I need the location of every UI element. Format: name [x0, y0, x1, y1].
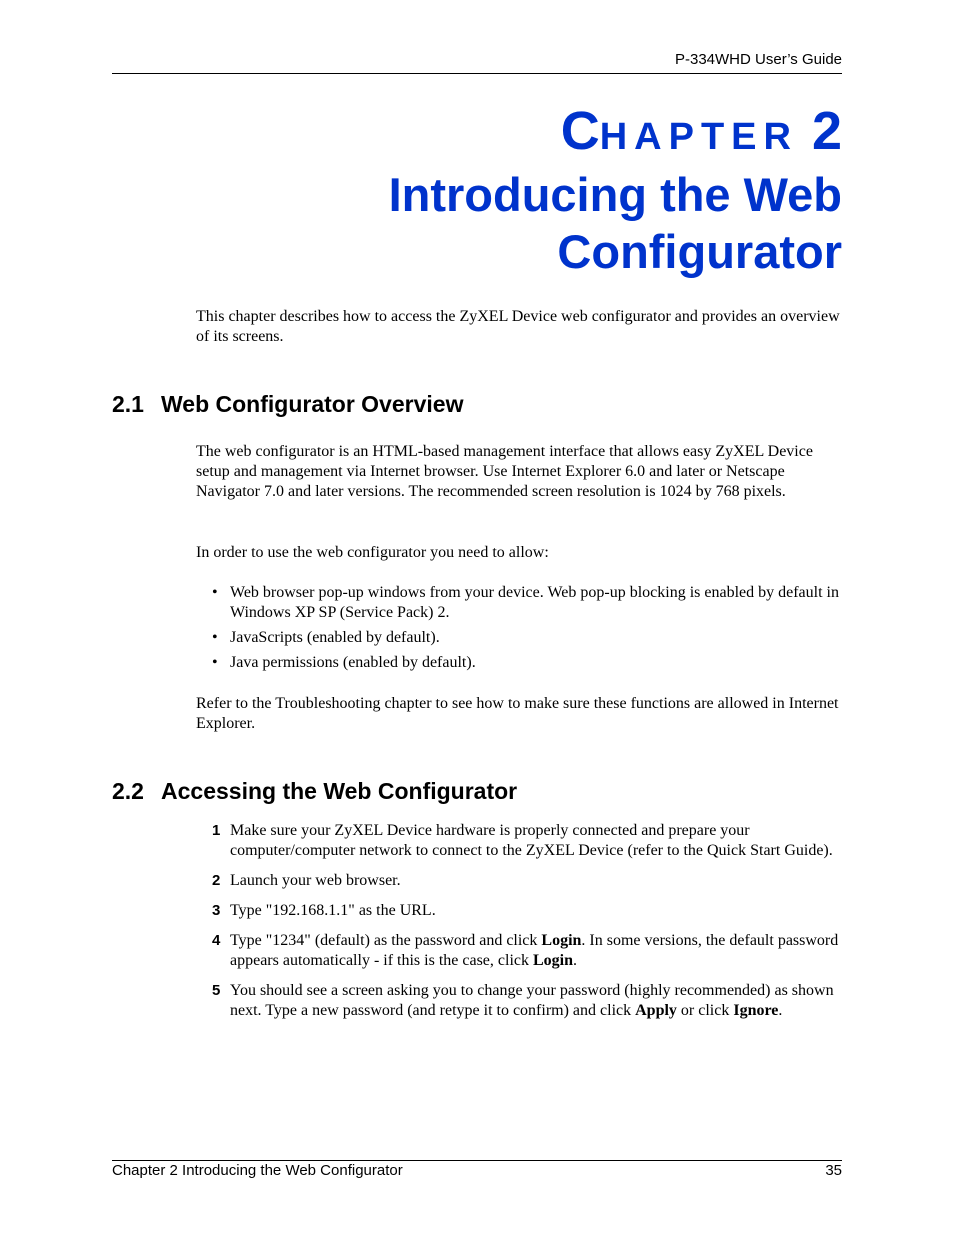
list-item: [196, 628, 842, 648]
bullet-marker: •: [212, 654, 218, 671]
step-text: . In some versions, the default password appears automatically - if this is the case, click: [230, 932, 839, 969]
running-header: P-334WHD User’s Guide: [675, 51, 842, 68]
section-title: Web Configurator Overview: [161, 391, 464, 417]
step-text: Launch your web browser.: [230, 872, 401, 889]
step-number: 2: [212, 872, 221, 889]
steps-list: [196, 821, 842, 1031]
bullet-marker: •: [212, 629, 218, 646]
list-item-text: JavaScripts (enabled by default).: [230, 629, 440, 646]
step-ui-term: Apply: [635, 1002, 677, 1019]
step-item: [196, 901, 842, 921]
section1-paragraph-3: Refer to the Troubleshooting chapter to see how to make sure these functions are allowed in Internet Explorer.: [196, 695, 839, 732]
step-text: Type "1234" (default) as the password and click: [230, 932, 542, 949]
step-ui-term: Login: [533, 952, 574, 969]
header-rule: [112, 73, 842, 74]
step-number: 1: [212, 822, 221, 839]
section-number: 2.2: [112, 778, 144, 804]
chapter-number: 2: [811, 101, 842, 161]
list-item: [196, 653, 842, 673]
chapter-title: [142, 166, 842, 280]
requirements-list: [196, 583, 842, 678]
step-text: .: [573, 952, 578, 969]
step-number: 4: [212, 932, 221, 949]
chapter-title-line2: Configurator: [557, 225, 842, 278]
running-footer: Chapter 2 Introducing the Web Configurator: [112, 1162, 403, 1179]
step-item: [196, 981, 842, 1021]
section-heading-2-2: [112, 777, 517, 805]
step-text: Make sure your ZyXEL Device hardware is properly connected and prepare your computer/computer network to connect to the ZyXEL Device (refer to the Quick Start Guide).: [230, 822, 833, 859]
step-text: .: [778, 1002, 783, 1019]
chapter-label-initial: C: [560, 101, 600, 161]
step-item: [196, 931, 842, 971]
step-ui-term: Login: [541, 932, 582, 949]
chapter-label-rest: HAPTER: [599, 116, 798, 158]
intro-paragraph: This chapter describes how to access the ZyXEL Device web configurator and provides an overview of its screens.: [196, 308, 840, 345]
section1-paragraph-2: In order to use the web configurator you need to allow:: [196, 544, 549, 561]
step-item: [196, 871, 842, 891]
step-text: or click: [676, 1002, 734, 1019]
section-number: 2.1: [112, 391, 144, 417]
chapter-title-line1: Introducing the Web: [388, 168, 842, 221]
bullet-marker: •: [212, 584, 218, 601]
list-item-text: Web browser pop-up windows from your device. Web pop-up blocking is enabled by default in Windows XP SP (Service Pack) 2.: [230, 584, 839, 621]
step-text: You should see a screen asking you to change your password (highly recommended) as shown next. Type a new password (and retype it to confirm) and click: [230, 982, 834, 1019]
chapter-label: [561, 98, 842, 170]
step-item: [196, 821, 842, 861]
list-item-text: Java permissions (enabled by default).: [230, 654, 476, 671]
step-ui-term: Ignore: [733, 1002, 779, 1019]
step-number: 5: [212, 982, 221, 999]
section-title: Accessing the Web Configurator: [161, 778, 518, 804]
footer-rule: [112, 1160, 842, 1161]
step-number: 3: [212, 902, 221, 919]
step-text: Type "192.168.1.1" as the URL.: [230, 902, 436, 919]
section1-paragraph-1: The web configurator is an HTML-based management interface that allows easy ZyXEL Device setup and management via Internet browser. Use Internet Explorer 6.0 and later or Netscape Navigator 7.0 and later versions. The recommended screen resolution is 1024 by 768 pixels.: [196, 443, 813, 500]
section-heading-2-1: [112, 390, 463, 418]
page-number: 35: [825, 1162, 842, 1179]
list-item: [196, 583, 842, 623]
